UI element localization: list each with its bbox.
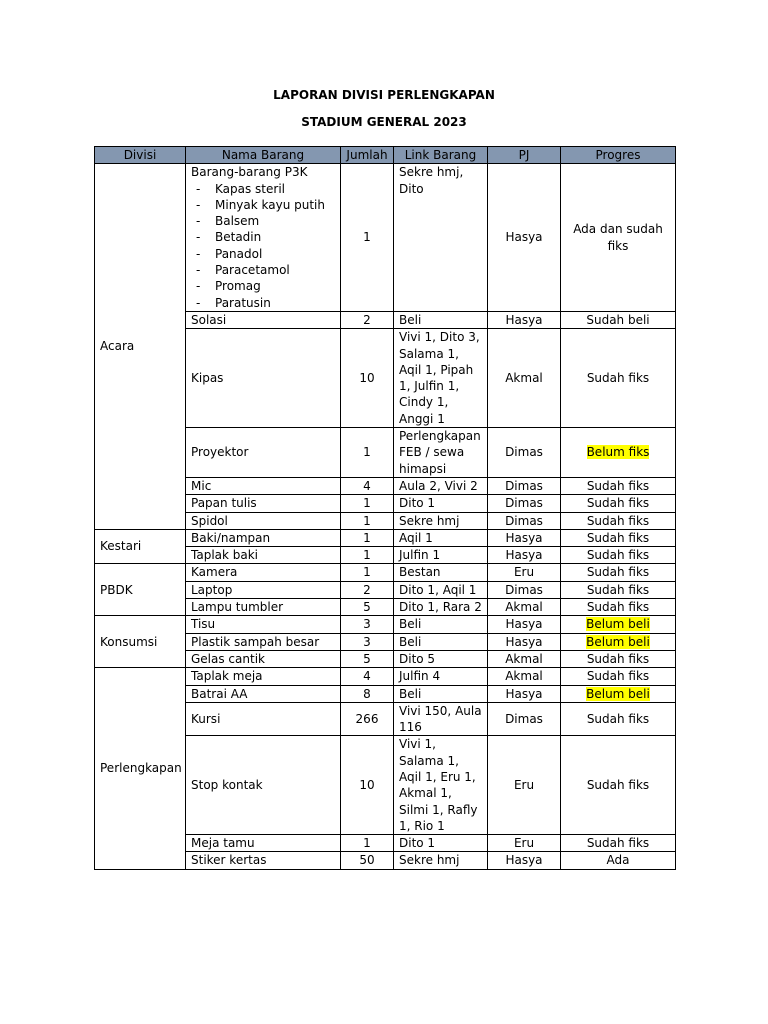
source-cell: Vivi 1, Salama 1, Aqil 1, Eru 1, Akmal 1, Silmi 1, Rafly 1, Rio 1 — [394, 736, 488, 835]
progress-cell: Sudah fiks — [561, 477, 676, 494]
source-cell: Perlengkapan FEB / sewa himapsi — [394, 428, 488, 478]
pj-cell: Hasya — [488, 685, 561, 702]
table-row — [95, 616, 676, 633]
quantity-cell: 4 — [341, 477, 394, 494]
division-cell: PBDK — [95, 564, 186, 616]
pj-cell: Hasya — [488, 852, 561, 869]
quantity-cell: 2 — [341, 311, 394, 328]
progress-cell: Sudah fiks — [561, 512, 676, 529]
item-name-cell: Kursi — [186, 702, 341, 736]
highlighted-status: Belum fiks — [586, 445, 650, 460]
item-name-cell: Kipas — [186, 329, 341, 428]
source-cell: Beli — [394, 633, 488, 650]
item-name-cell: Meja tamu — [186, 835, 341, 852]
division-cell: Acara — [95, 164, 186, 530]
item-name-cell: Batrai AA — [186, 685, 341, 702]
pj-cell: Hasya — [488, 164, 561, 312]
list-item: - Promag — [191, 278, 335, 294]
item-name-cell: Taplak meja — [186, 668, 341, 685]
quantity-cell: 2 — [341, 581, 394, 598]
list-item: - Paracetamol — [191, 262, 335, 278]
pj-cell: Hasya — [488, 311, 561, 328]
quantity-cell: 1 — [341, 164, 394, 312]
report-subtitle: STADIUM GENERAL 2023 — [301, 115, 467, 129]
item-name-cell: Baki/nampan — [186, 529, 341, 546]
source-cell: Dito 1, Aqil 1 — [394, 581, 488, 598]
item-name-cell: Kamera — [186, 564, 341, 581]
p3k-list — [191, 181, 335, 311]
pj-cell: Eru — [488, 835, 561, 852]
quantity-cell: 1 — [341, 428, 394, 478]
quantity-cell: 1 — [341, 564, 394, 581]
division-cell: Kestari — [95, 529, 186, 564]
source-cell: Aqil 1 — [394, 529, 488, 546]
item-name-cell: Tisu — [186, 616, 341, 633]
source-cell: Dito 1 — [394, 835, 488, 852]
progress-cell: Sudah fiks — [561, 702, 676, 736]
progress-cell: Sudah fiks — [561, 599, 676, 616]
source-cell: Vivi 150, Aula 116 — [394, 702, 488, 736]
item-name-cell: Mic — [186, 477, 341, 494]
pj-cell: Dimas — [488, 512, 561, 529]
pj-cell: Hasya — [488, 547, 561, 564]
item-name-cell: Stop kontak — [186, 736, 341, 835]
item-name-cell: Proyektor — [186, 428, 341, 478]
pj-cell: Akmal — [488, 599, 561, 616]
division-cell: Perlengkapan — [95, 668, 186, 870]
source-cell: Bestan — [394, 564, 488, 581]
quantity-cell: 4 — [341, 668, 394, 685]
quantity-cell: 1 — [341, 512, 394, 529]
pj-cell: Dimas — [488, 428, 561, 478]
highlighted-status: Belum beli — [586, 634, 650, 649]
progress-cell — [561, 633, 676, 650]
progress-cell — [561, 685, 676, 702]
quantity-cell: 8 — [341, 685, 394, 702]
item-name-cell: Papan tulis — [186, 495, 341, 512]
quantity-cell: 3 — [341, 633, 394, 650]
progress-cell: Sudah beli — [561, 311, 676, 328]
table-row — [95, 668, 676, 685]
quantity-cell: 266 — [341, 702, 394, 736]
progress-cell: Sudah fiks — [561, 650, 676, 667]
source-cell: Beli — [394, 311, 488, 328]
pj-cell: Akmal — [488, 650, 561, 667]
progress-cell: Ada dan sudah fiks — [561, 164, 676, 312]
pj-cell: Hasya — [488, 616, 561, 633]
pj-cell: Dimas — [488, 495, 561, 512]
source-cell: Dito 1, Rara 2 — [394, 599, 488, 616]
table-header-row — [95, 147, 676, 164]
division-cell: Konsumsi — [95, 616, 186, 668]
highlighted-status: Belum beli — [586, 686, 650, 701]
source-cell: Aula 2, Vivi 2 — [394, 477, 488, 494]
pj-cell: Akmal — [488, 668, 561, 685]
report-title: LAPORAN DIVISI PERLENGKAPAN — [273, 88, 495, 102]
column-header: Nama Barang — [186, 147, 341, 164]
progress-cell: Sudah fiks — [561, 668, 676, 685]
item-name-cell: Spidol — [186, 512, 341, 529]
pj-cell: Eru — [488, 736, 561, 835]
quantity-cell: 5 — [341, 650, 394, 667]
column-header: Divisi — [95, 147, 186, 164]
source-cell: Dito 1 — [394, 495, 488, 512]
item-name: Barang-barang P3K — [191, 165, 308, 180]
quantity-cell: 1 — [341, 529, 394, 546]
progress-cell — [561, 616, 676, 633]
pj-cell: Hasya — [488, 529, 561, 546]
report-table — [94, 146, 676, 870]
list-item: - Kapas steril — [191, 181, 335, 197]
progress-cell: Sudah fiks — [561, 495, 676, 512]
item-name-cell — [186, 164, 341, 312]
source-cell: Sekre hmj — [394, 512, 488, 529]
progress-cell: Sudah fiks — [561, 564, 676, 581]
item-name-cell: Gelas cantik — [186, 650, 341, 667]
item-name-cell: Solasi — [186, 311, 341, 328]
quantity-cell: 1 — [341, 547, 394, 564]
item-name-cell: Stiker kertas — [186, 852, 341, 869]
progress-cell: Sudah fiks — [561, 329, 676, 428]
quantity-cell: 50 — [341, 852, 394, 869]
quantity-cell: 3 — [341, 616, 394, 633]
quantity-cell: 10 — [341, 736, 394, 835]
item-name-cell: Lampu tumbler — [186, 599, 341, 616]
source-cell: Julfin 4 — [394, 668, 488, 685]
pj-cell: Hasya — [488, 633, 561, 650]
item-name-cell: Laptop — [186, 581, 341, 598]
table-row — [95, 164, 676, 312]
list-item: - Paratusin — [191, 295, 335, 311]
quantity-cell: 10 — [341, 329, 394, 428]
item-name-cell: Taplak baki — [186, 547, 341, 564]
progress-cell: Sudah fiks — [561, 581, 676, 598]
progress-cell: Sudah fiks — [561, 736, 676, 835]
quantity-cell: 1 — [341, 495, 394, 512]
list-item: - Betadin — [191, 229, 335, 245]
quantity-cell: 5 — [341, 599, 394, 616]
item-name-cell: Plastik sampah besar — [186, 633, 341, 650]
pj-cell: Eru — [488, 564, 561, 581]
column-header: Progres — [561, 147, 676, 164]
progress-cell: Sudah fiks — [561, 547, 676, 564]
table-row — [95, 529, 676, 546]
column-header: Jumlah — [341, 147, 394, 164]
list-item: - Panadol — [191, 246, 335, 262]
list-item: - Balsem — [191, 213, 335, 229]
progress-cell: Sudah fiks — [561, 529, 676, 546]
pj-cell: Dimas — [488, 581, 561, 598]
source-cell: Vivi 1, Dito 3, Salama 1, Aqil 1, Pipah 1, Julfin 1, Cindy 1, Anggi 1 — [394, 329, 488, 428]
pj-cell: Dimas — [488, 702, 561, 736]
source-cell: Beli — [394, 685, 488, 702]
progress-cell: Sudah fiks — [561, 835, 676, 852]
progress-cell — [561, 428, 676, 478]
source-cell: Beli — [394, 616, 488, 633]
column-header: PJ — [488, 147, 561, 164]
source-cell: Dito 5 — [394, 650, 488, 667]
list-item: - Minyak kayu putih — [191, 197, 335, 213]
pj-cell: Dimas — [488, 477, 561, 494]
source-cell: Julfin 1 — [394, 547, 488, 564]
column-header: Link Barang — [394, 147, 488, 164]
table-row — [95, 564, 676, 581]
highlighted-status: Belum beli — [586, 617, 650, 632]
progress-cell: Ada — [561, 852, 676, 869]
source-cell: Sekre hmj — [394, 852, 488, 869]
quantity-cell: 1 — [341, 835, 394, 852]
pj-cell: Akmal — [488, 329, 561, 428]
source-cell: Sekre hmj, Dito — [394, 164, 488, 312]
